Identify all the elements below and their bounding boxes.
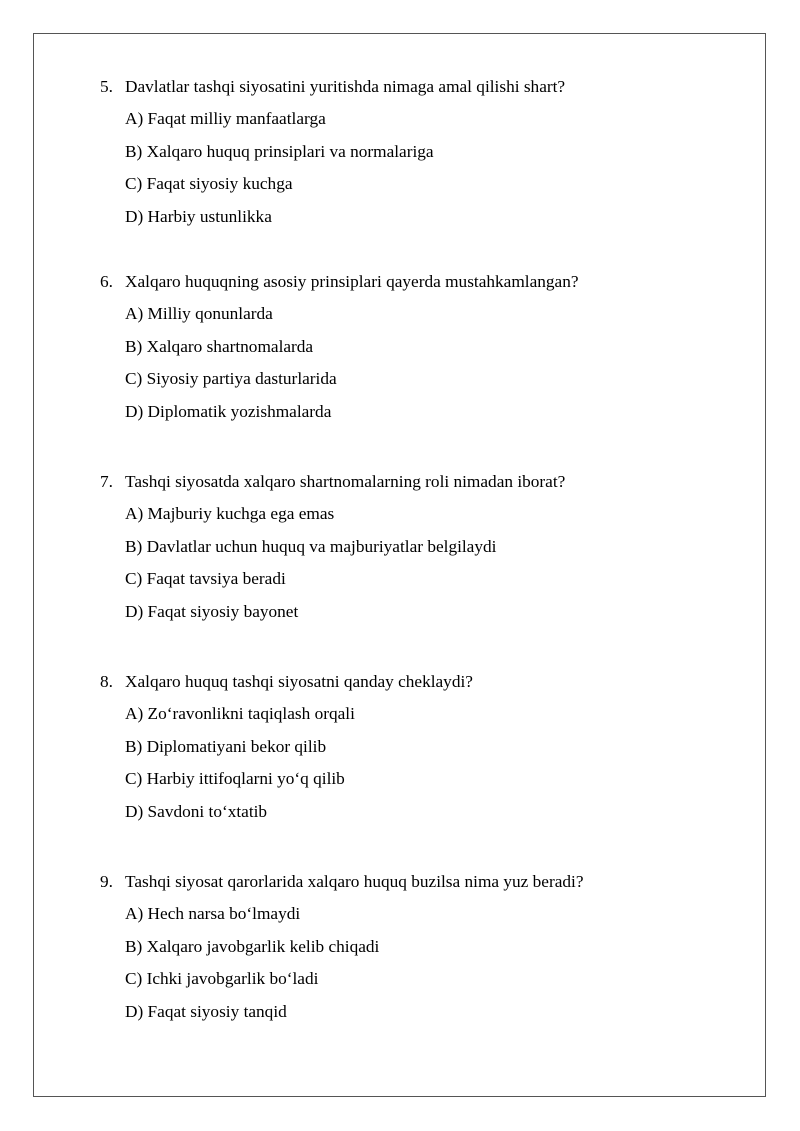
question-number: 8. — [100, 672, 113, 691]
question-text: Davlatlar tashqi siyosatini yuritishda nimaga amal qilishi shart? — [125, 77, 566, 96]
option-a: A) Milliy qonunlarda — [125, 304, 273, 324]
option-a: A) Hech narsa bo‘lmaydi — [125, 904, 301, 924]
option-a: A) Zo‘ravonlikni taqiqlash orqali — [125, 704, 355, 724]
option-b: B) Davlatlar uchun huquq va majburiyatlar belgilaydi — [125, 536, 497, 556]
option-c: C) Siyosiy partiya dasturlarida — [125, 369, 337, 389]
option-a: A) Majburiy kuchga ega emas — [125, 504, 335, 524]
question-text: Tashqi siyosatda xalqaro shartnomalarning roli nimadan iborat? — [125, 472, 566, 491]
option-a: A) Faqat milliy manfaatlarga — [125, 109, 326, 129]
question-6 — [100, 266, 740, 428]
option-b: B) Xalqaro huquq prinsiplari va normalariga — [125, 141, 434, 161]
option-d: D) Harbiy ustunlikka — [125, 206, 272, 226]
question-stem — [100, 466, 740, 498]
option-c: C) Faqat siyosiy kuchga — [125, 174, 293, 194]
option-d: D) Faqat siyosiy bayonet — [125, 601, 299, 621]
question-number: 5. — [100, 77, 113, 96]
option-c: C) Harbiy ittifoqlarni yo‘q qilib — [125, 769, 345, 789]
question-text: Xalqaro huquqning asosiy prinsiplari qayerda mustahkamlangan? — [125, 272, 579, 291]
option-b: B) Diplomatiyani bekor qilib — [125, 736, 327, 756]
question-stem — [100, 266, 740, 298]
question-number: 6. — [100, 272, 113, 291]
question-text: Xalqaro huquq tashqi siyosatni qanday cheklaydi? — [125, 672, 473, 691]
question-5 — [100, 71, 740, 233]
question-stem — [100, 666, 740, 698]
option-c: C) Ichki javobgarlik bo‘ladi — [125, 969, 319, 989]
option-c: C) Faqat tavsiya beradi — [125, 569, 286, 589]
question-7 — [100, 466, 740, 628]
question-8 — [100, 666, 740, 828]
option-b: B) Xalqaro javobgarlik kelib chiqadi — [125, 936, 380, 956]
option-d: D) Faqat siyosiy tanqid — [125, 1001, 287, 1021]
question-9 — [100, 866, 740, 1028]
option-b: B) Xalqaro shartnomalarda — [125, 336, 314, 356]
option-d: D) Diplomatik yozishmalarda — [125, 401, 332, 421]
question-stem — [100, 866, 740, 898]
question-number: 7. — [100, 472, 113, 491]
question-text: Tashqi siyosat qarorlarida xalqaro huquq buzilsa nima yuz beradi? — [125, 872, 584, 891]
option-d: D) Savdoni to‘xtatib — [125, 801, 268, 821]
question-stem — [100, 71, 740, 103]
question-number: 9. — [100, 872, 113, 891]
